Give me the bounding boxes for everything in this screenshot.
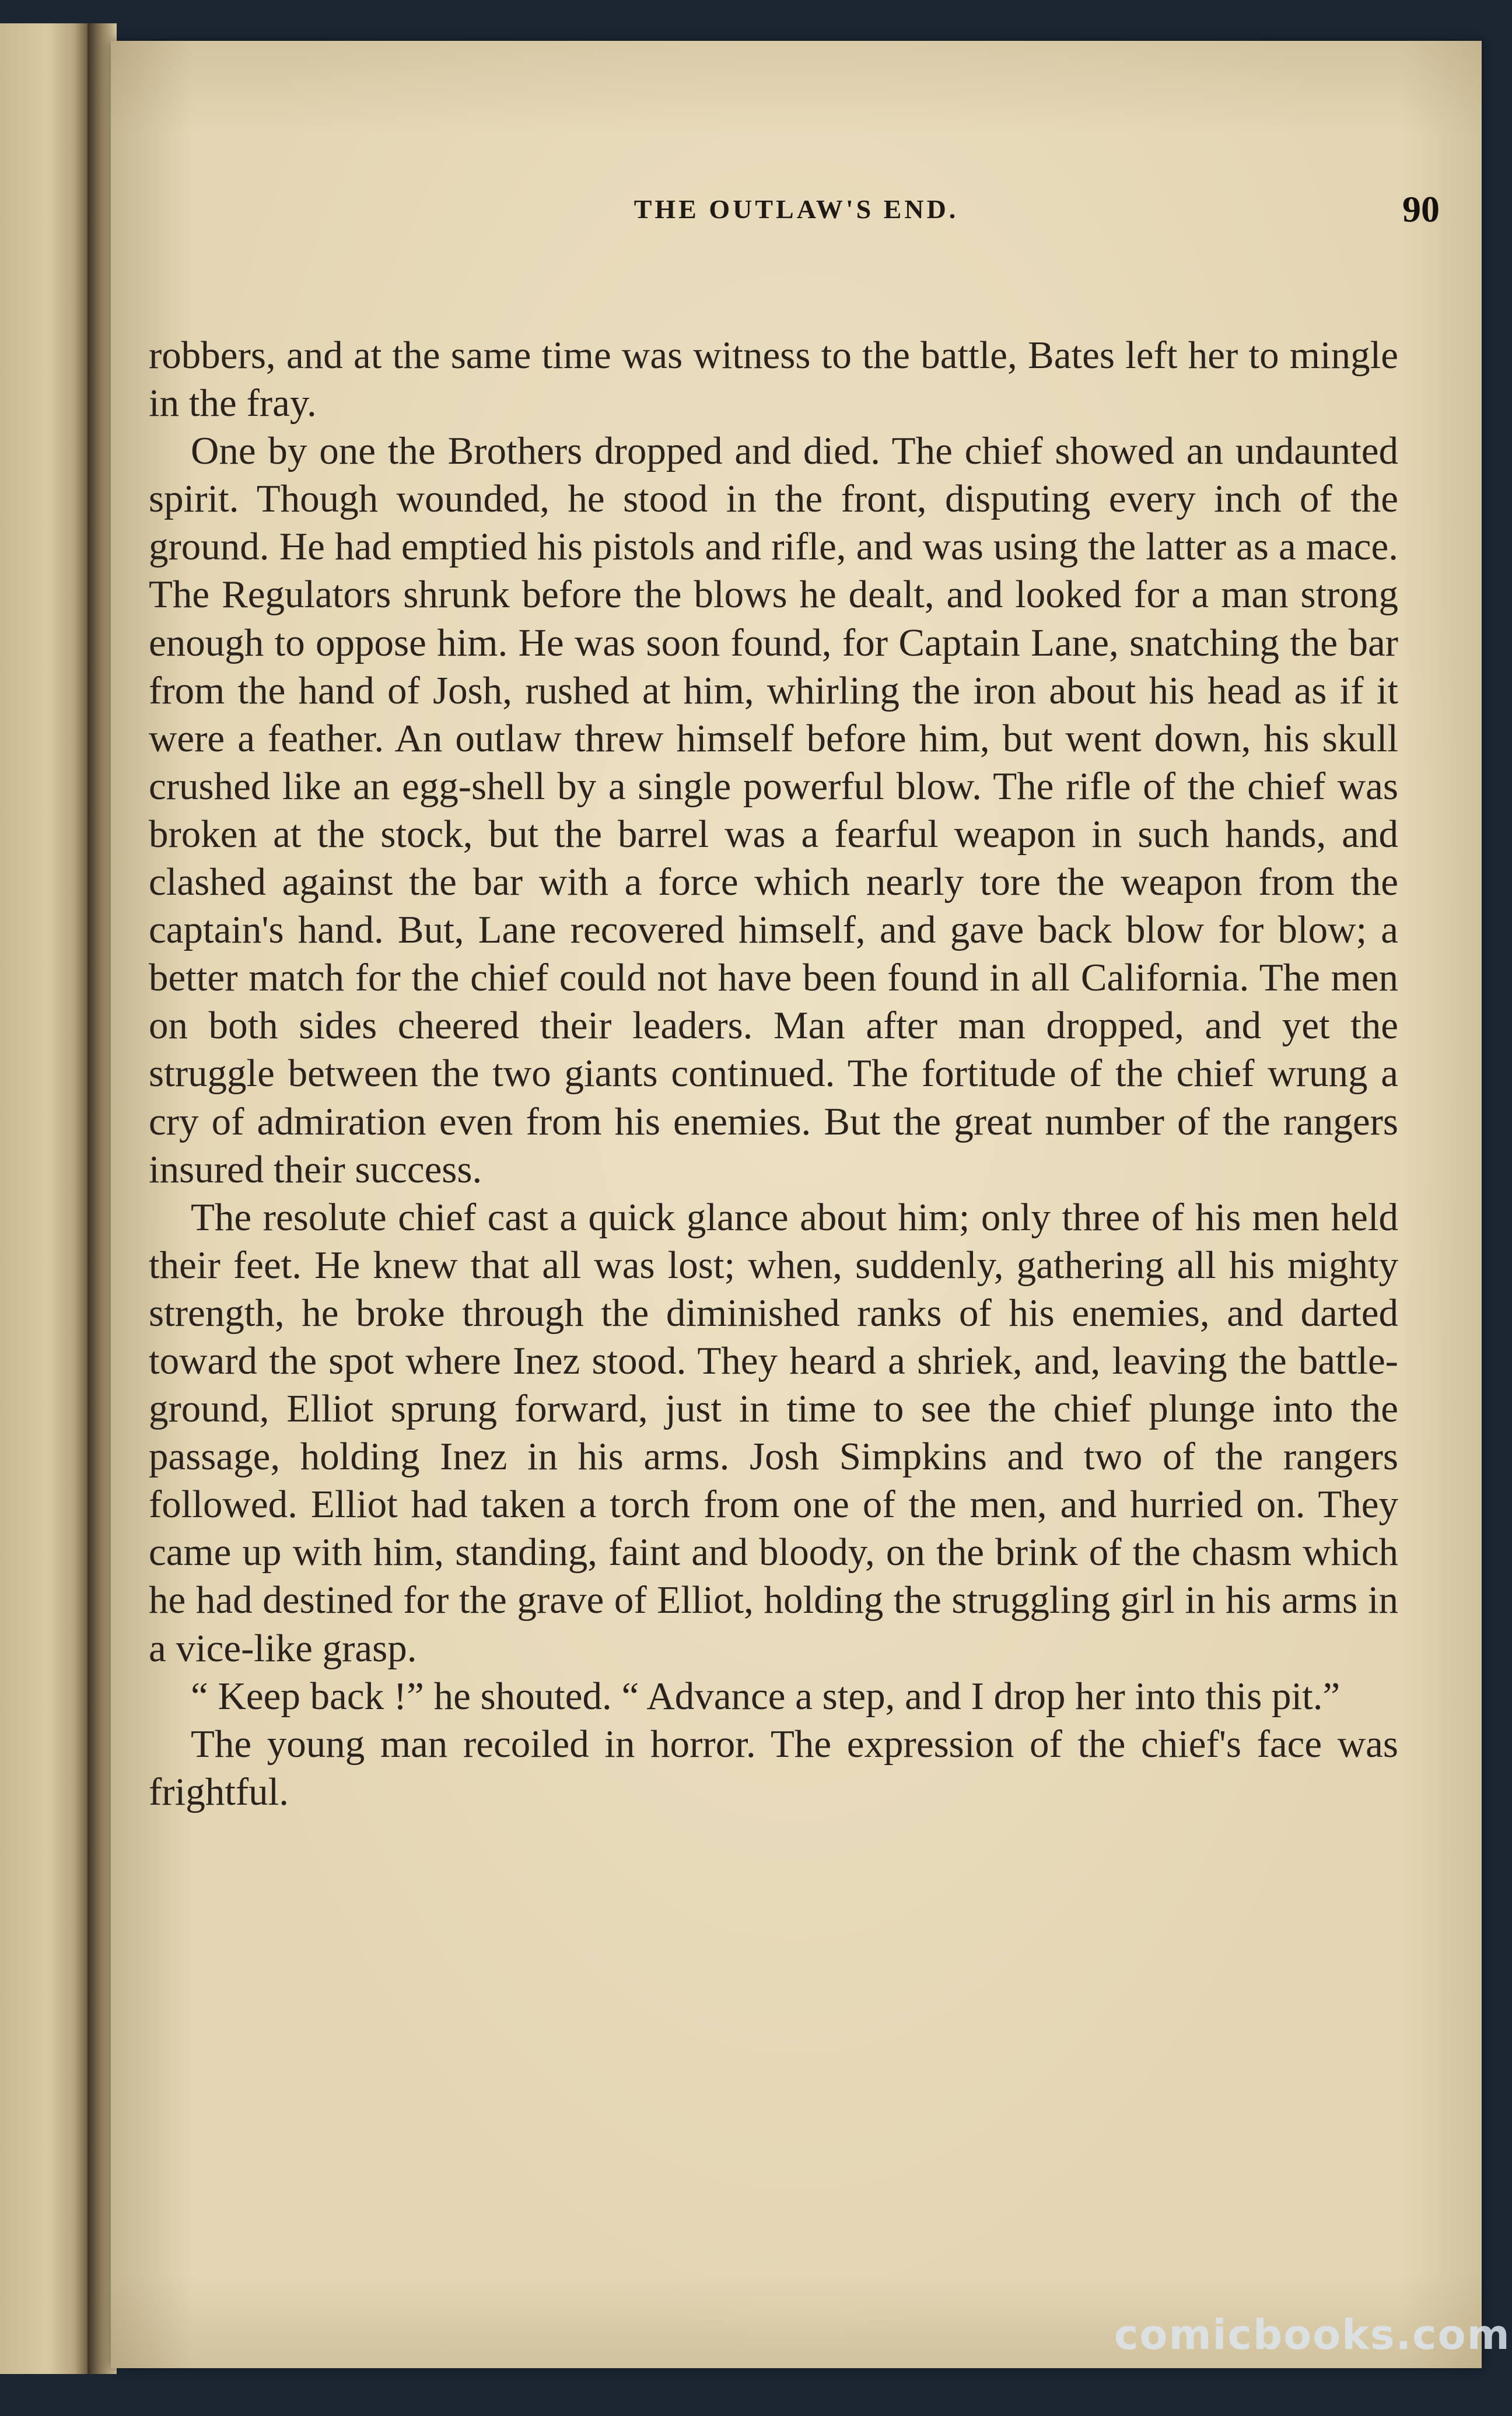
paragraph-1: robbers, and at the same time was witness to the battle, Bates left her to mingle in the fray. [149,334,1398,425]
watermark: comicbooks.com [1114,2311,1511,2359]
book-page [111,41,1482,2368]
paragraph-3: The resolute chief cast a quick glance about him; only three of his men held their feet. He knew that all was lost; when, suddenly, gathering all his mighty strength, he broke through the diminished ranks of his enemies, and darted toward the spot where Inez stood. They heard a shriek, and, leaving the battle-ground, Elliot sprung forward, just in time to see the chief plunge into the passage, holding Inez in his arms. Josh Simpkins and two of the rangers followed. Elliot had taken a torch from one of the men, and hurried on. They came up with him, standing, faint and bloody, on the brink of the chasm which he had destined for the grave of Elliot, holding the struggling girl in his arms in a vice-like grasp. [149,1195,1398,1670]
paragraph-5: The young man recoiled in horror. The expression of the chief's face was frightful. [149,1722,1398,1813]
running-title: THE OUTLAW'S END. [634,194,959,224]
page-number: 90 [1402,188,1440,230]
body-text [149,331,1398,1816]
facing-page-edge [0,23,88,2374]
paragraph-2: One by one the Brothers dropped and died. The chief showed an undaunted spirit. Though wounded, he stood in the front, disputing every inch of the ground. He had emptied his pistols and rifle, and was using the latter as a mace. The Regulators shrunk before the blows he dealt, and looked for a man strong enough to oppose him. He was soon found, for Captain Lane, snatching the bar from the hand of Josh, rushed at him, whirling the iron about his head as if it were a feather. An outlaw threw himself before him, but went down, his skull crushed like an egg-shell by a single powerful blow. The rifle of the chief was broken at the stock, but the barrel was a fearful weapon in such hands, and clashed against the bar with a force which nearly tore the weapon from the captain's hand. But, Lane recovered himself, and gave back blow for blow; a better match for the chief could not have been found in all California. The men on both sides cheered their leaders. Man after man dropped, and yet the struggle between the two giants continued. The fortitude of the chief wrung a cry of admiration even from his enemies. But the great number of the rangers insured their success. [149,429,1398,1191]
running-head [111,188,1482,240]
paragraph-4: “ Keep back !” he shouted. “ Advance a step, and I drop her into this pit.” [191,1674,1340,1718]
